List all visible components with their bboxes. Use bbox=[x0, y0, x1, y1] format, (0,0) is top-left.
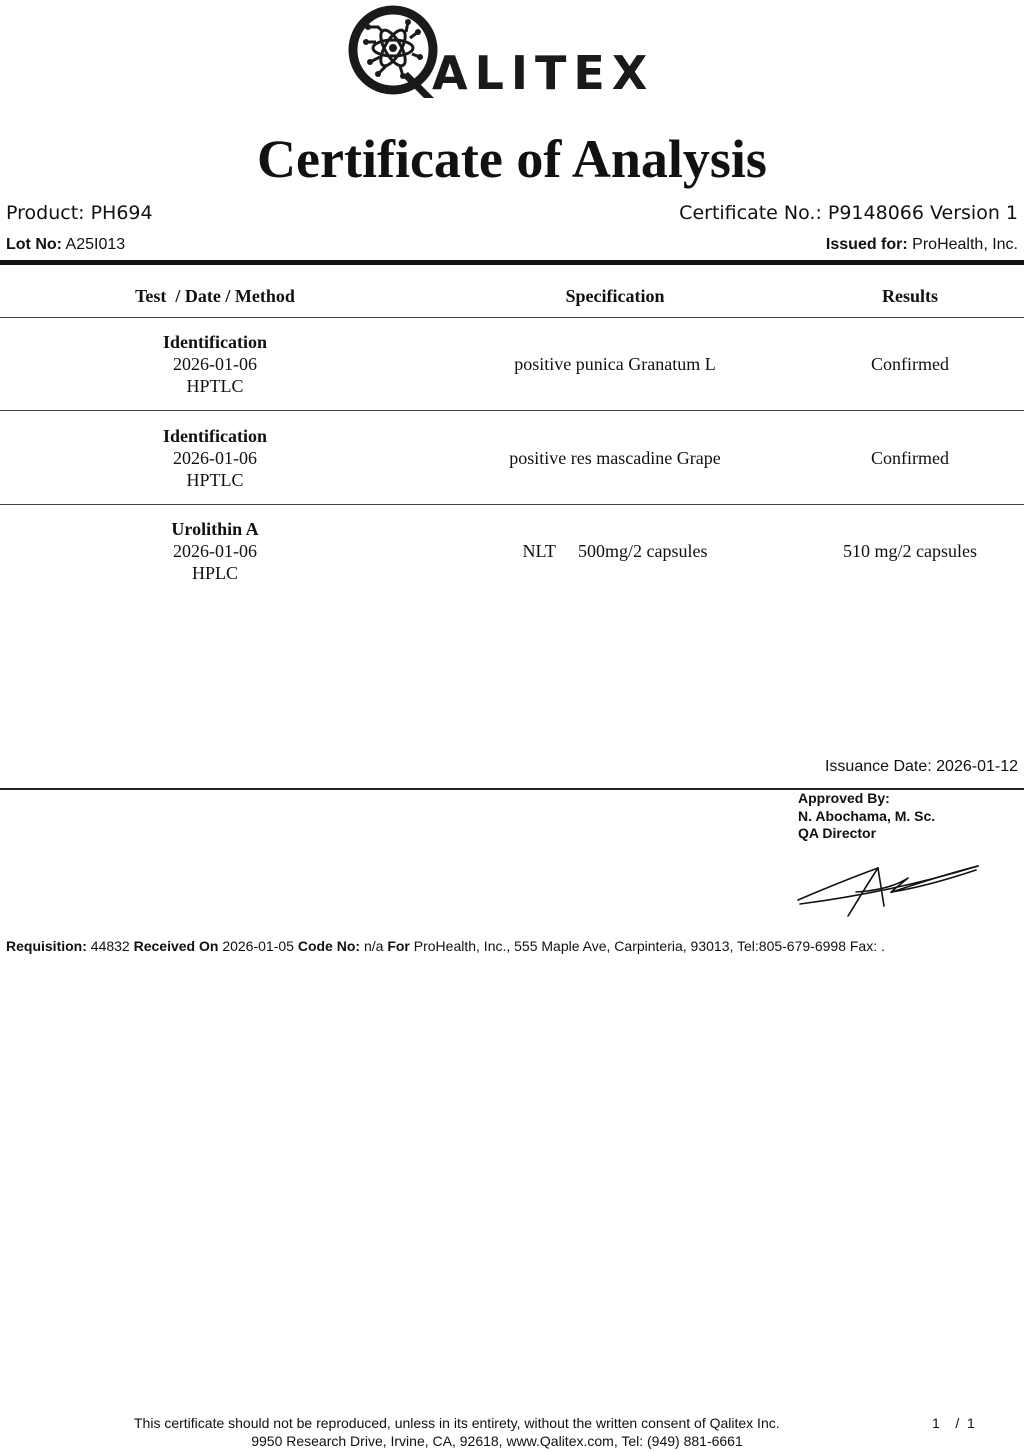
code-label: Code No: bbox=[297, 938, 361, 954]
table-row-divider bbox=[0, 504, 1024, 505]
lot-value: A25I013 bbox=[65, 236, 126, 253]
requisition-label: Requisition: bbox=[6, 938, 87, 954]
test-name: Urolithin A bbox=[171, 519, 259, 539]
logo-wordmark: ALITEX bbox=[432, 46, 655, 100]
page-number: 1 / 1 bbox=[932, 1415, 975, 1431]
issued-for bbox=[826, 236, 1018, 254]
table-row-divider bbox=[0, 410, 1024, 411]
approver-role: QA Director bbox=[798, 825, 877, 841]
requisition-line bbox=[6, 938, 885, 954]
for-label: For bbox=[387, 938, 410, 954]
test-date: 2026-01-06 bbox=[173, 354, 257, 374]
column-header-results: Results bbox=[881, 286, 938, 306]
received-label: Received On bbox=[133, 938, 219, 954]
approved-label: Approved By: bbox=[798, 790, 890, 806]
code-value: n/a bbox=[363, 938, 384, 954]
signature-image bbox=[796, 858, 982, 920]
footer-address: 9950 Research Drive, Irvine, CA, 92618, www.Qalitex.com, Tel: (949) 881-6661 bbox=[251, 1433, 743, 1449]
product-label: Product: PH694 bbox=[6, 202, 153, 224]
table-header-divider bbox=[0, 317, 1024, 318]
approver-name: N. Abochama, M. Sc. bbox=[798, 807, 936, 824]
lot-label: Lot No: bbox=[6, 236, 62, 253]
test-method: HPLC bbox=[191, 563, 238, 583]
issued-label: Issued for: bbox=[825, 236, 908, 253]
test-date: 2026-01-06 bbox=[173, 448, 257, 468]
received-value: 2026-01-05 bbox=[222, 938, 294, 954]
footer-disclaimer-text: This certificate should not be reproduced, unless in its entirety, without the written consent of Qalitex Inc. bbox=[134, 1415, 780, 1431]
table-row-test bbox=[90, 331, 340, 397]
column-header-test: Test / Date / Method bbox=[135, 286, 295, 306]
test-name: Identification bbox=[162, 426, 267, 446]
document-title: Certificate of Analysis bbox=[257, 129, 767, 189]
table-row-result: 510 mg/2 capsules bbox=[843, 541, 977, 561]
approval-block bbox=[798, 790, 935, 843]
test-method: HPTLC bbox=[186, 376, 244, 396]
for-value: ProHealth, Inc., 555 Maple Ave, Carpinteria, 93013, Tel:805-679-6998 Fax: . bbox=[413, 938, 885, 954]
issuance-date: Issuance Date: 2026-01-12 bbox=[824, 758, 1018, 775]
table-row-test bbox=[90, 518, 340, 584]
certificate-number: Certificate No.: P9148066 Version 1 bbox=[679, 202, 1018, 224]
table-row-result: Confirmed bbox=[871, 354, 949, 374]
column-header-specification: Specification bbox=[565, 286, 665, 306]
table-row-result: Confirmed bbox=[871, 448, 949, 468]
table-row-specification: NLT 500mg/2 capsules bbox=[522, 541, 708, 561]
test-method: HPTLC bbox=[186, 470, 244, 490]
table-row-test bbox=[90, 425, 340, 491]
table-row-specification: positive punica Granatum L bbox=[514, 354, 716, 374]
issued-value: ProHealth, Inc. bbox=[912, 236, 1018, 253]
test-date: 2026-01-06 bbox=[173, 541, 257, 561]
header-divider bbox=[0, 260, 1024, 265]
requisition-value: 44832 bbox=[90, 938, 130, 954]
table-row-specification: positive res mascadine Grape bbox=[509, 448, 721, 468]
lot-number bbox=[6, 236, 125, 254]
test-name: Identification bbox=[162, 332, 267, 352]
